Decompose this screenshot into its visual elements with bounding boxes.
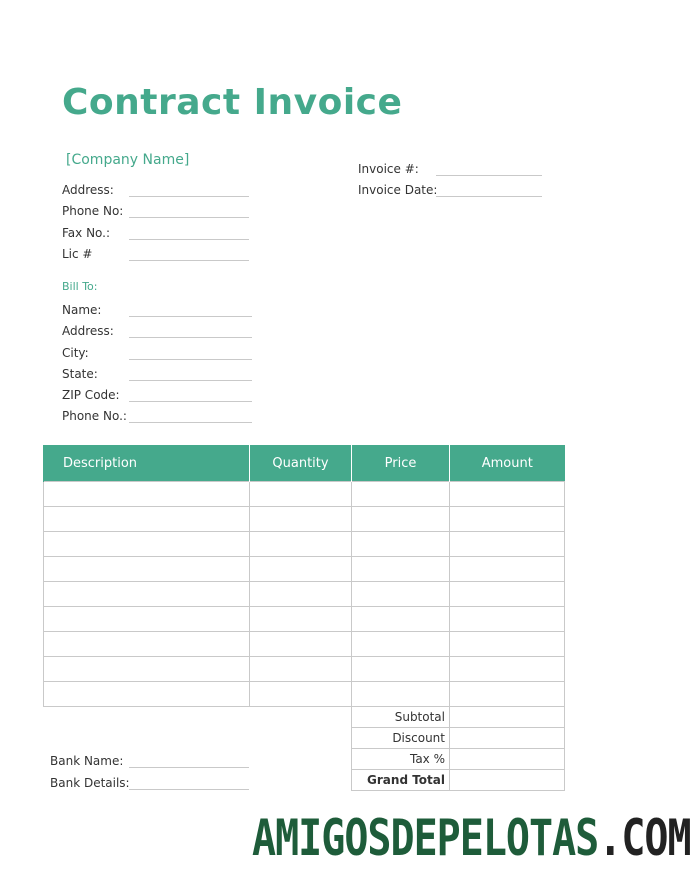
bill-to-zip-field[interactable] — [129, 401, 252, 402]
grand-total-label: Grand Total — [352, 770, 450, 791]
table-header-row — [44, 445, 565, 482]
amount-cell[interactable] — [450, 582, 565, 607]
company-fax-label: Fax No.: — [62, 226, 111, 240]
subtotal-label: Subtotal — [352, 707, 450, 728]
table-row — [44, 532, 565, 557]
header-description: Description — [44, 445, 250, 482]
table-row — [44, 682, 565, 707]
quantity-cell[interactable] — [250, 532, 352, 557]
price-cell[interactable] — [352, 557, 450, 582]
invoice-number-label: Invoice #: — [358, 162, 419, 176]
company-lic-field[interactable] — [129, 260, 249, 261]
price-cell[interactable] — [352, 632, 450, 657]
description-cell[interactable] — [44, 607, 250, 632]
price-cell[interactable] — [352, 582, 450, 607]
company-address-field[interactable] — [129, 196, 249, 197]
price-cell[interactable] — [352, 657, 450, 682]
bank-details-label: Bank Details: — [50, 776, 130, 790]
bank-name-label: Bank Name: — [50, 754, 124, 768]
amount-cell[interactable] — [450, 482, 565, 507]
description-cell[interactable] — [44, 682, 250, 707]
price-cell[interactable] — [352, 482, 450, 507]
price-cell[interactable] — [352, 607, 450, 632]
discount-value[interactable] — [450, 728, 565, 749]
amount-cell[interactable] — [450, 632, 565, 657]
bill-to-zip-label: ZIP Code: — [62, 388, 120, 402]
header-price: Price — [352, 445, 450, 482]
amount-cell[interactable] — [450, 657, 565, 682]
table-row — [44, 507, 565, 532]
bill-to-city-label: City: — [62, 346, 89, 360]
quantity-cell[interactable] — [250, 507, 352, 532]
table-row — [44, 582, 565, 607]
totals-row — [352, 770, 565, 791]
totals-table — [351, 706, 565, 791]
amount-cell[interactable] — [450, 507, 565, 532]
watermark-suffix: .COM — [598, 810, 691, 868]
amount-cell[interactable] — [450, 682, 565, 707]
amount-cell[interactable] — [450, 607, 565, 632]
quantity-cell[interactable] — [250, 632, 352, 657]
company-address-label: Address: — [62, 183, 114, 197]
bill-to-phone-field[interactable] — [129, 422, 252, 423]
totals-row — [352, 728, 565, 749]
bank-name-field[interactable] — [129, 767, 249, 768]
table-row — [44, 557, 565, 582]
bill-to-phone-label: Phone No.: — [62, 409, 127, 423]
description-cell[interactable] — [44, 507, 250, 532]
description-cell[interactable] — [44, 657, 250, 682]
watermark-main: AMIGOSDEPELOTAS — [252, 810, 599, 868]
bank-details-field[interactable] — [129, 789, 249, 790]
bill-to-state-field[interactable] — [129, 380, 252, 381]
quantity-cell[interactable] — [250, 607, 352, 632]
totals-row — [352, 749, 565, 770]
tax-label: Tax % — [352, 749, 450, 770]
amount-cell[interactable] — [450, 557, 565, 582]
table-row — [44, 657, 565, 682]
quantity-cell[interactable] — [250, 557, 352, 582]
discount-label: Discount — [352, 728, 450, 749]
invoice-date-field[interactable] — [436, 196, 542, 197]
company-phone-field[interactable] — [129, 217, 249, 218]
bill-to-heading: Bill To: — [62, 280, 98, 293]
description-cell[interactable] — [44, 632, 250, 657]
bill-to-city-field[interactable] — [129, 359, 252, 360]
description-cell[interactable] — [44, 557, 250, 582]
subtotal-value[interactable] — [450, 707, 565, 728]
price-cell[interactable] — [352, 507, 450, 532]
bill-to-name-label: Name: — [62, 303, 102, 317]
tax-value[interactable] — [450, 749, 565, 770]
invoice-date-label: Invoice Date: — [358, 183, 438, 197]
document-title: Contract Invoice — [62, 82, 403, 123]
quantity-cell[interactable] — [250, 582, 352, 607]
quantity-cell[interactable] — [250, 682, 352, 707]
description-cell[interactable] — [44, 532, 250, 557]
price-cell[interactable] — [352, 682, 450, 707]
watermark — [252, 810, 691, 868]
description-cell[interactable] — [44, 482, 250, 507]
company-fax-field[interactable] — [129, 239, 249, 240]
bill-to-name-field[interactable] — [129, 316, 252, 317]
amount-cell[interactable] — [450, 532, 565, 557]
table-row — [44, 632, 565, 657]
bill-to-state-label: State: — [62, 367, 98, 381]
quantity-cell[interactable] — [250, 657, 352, 682]
invoice-number-field[interactable] — [436, 175, 542, 176]
company-name: [Company Name] — [66, 152, 190, 168]
bill-to-address-label: Address: — [62, 324, 114, 338]
price-cell[interactable] — [352, 532, 450, 557]
bill-to-address-field[interactable] — [129, 337, 252, 338]
header-amount: Amount — [450, 445, 565, 482]
table-row — [44, 482, 565, 507]
grand-total-value[interactable] — [450, 770, 565, 791]
description-cell[interactable] — [44, 582, 250, 607]
header-quantity: Quantity — [250, 445, 352, 482]
table-row — [44, 607, 565, 632]
quantity-cell[interactable] — [250, 482, 352, 507]
company-phone-label: Phone No: — [62, 204, 124, 218]
totals-row — [352, 707, 565, 728]
company-lic-label: Lic # — [62, 247, 93, 261]
line-items-table — [43, 445, 565, 707]
